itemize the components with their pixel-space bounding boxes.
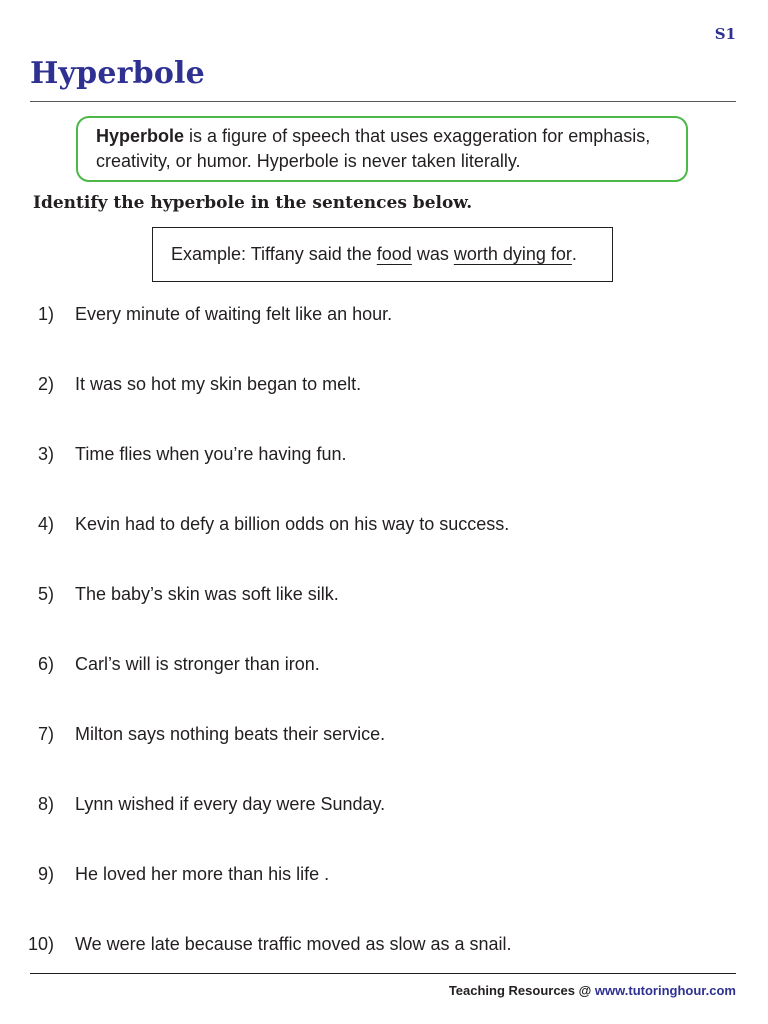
definition-term: Hyperbole bbox=[96, 126, 185, 146]
item-sentence: Every minute of waiting felt like an hour. bbox=[75, 304, 393, 324]
item-number: 7) bbox=[37, 724, 54, 744]
example-underline-food: food bbox=[376, 244, 412, 264]
title-divider bbox=[30, 101, 736, 102]
example-underline-hyperbole: worth dying for bbox=[453, 244, 572, 264]
item-sentence: Kevin had to defy a billion odds on his way to success. bbox=[75, 514, 510, 534]
definition-line-1 bbox=[96, 124, 668, 149]
example-middle: was bbox=[411, 244, 454, 264]
item-number: 10) bbox=[27, 934, 54, 954]
item-number: 6) bbox=[37, 654, 54, 674]
example-suffix: . bbox=[571, 244, 577, 264]
item-sentence: Milton says nothing beats their service. bbox=[75, 724, 386, 744]
footer-label: Teaching Resources @ bbox=[448, 983, 595, 998]
instructions: Identify the hyperbole in the sentences below. bbox=[33, 193, 473, 213]
item-sentence: We were late because traffic moved as slow as a snail. bbox=[75, 934, 512, 954]
item-number: 1) bbox=[37, 304, 54, 324]
page-title: Hyperbole bbox=[30, 56, 205, 91]
footer-link[interactable]: www.tutoringhour.com bbox=[594, 983, 736, 998]
sheet-code: S1 bbox=[714, 25, 736, 43]
example-box bbox=[152, 227, 613, 282]
item-number: 4) bbox=[37, 514, 54, 534]
item-number: 2) bbox=[37, 374, 54, 394]
item-sentence: Carl’s will is stronger than iron. bbox=[75, 654, 320, 674]
item-sentence: Time flies when you’re having fun. bbox=[75, 444, 347, 464]
item-sentence: He loved her more than his life . bbox=[75, 864, 330, 884]
footer bbox=[449, 983, 736, 998]
definition-box bbox=[76, 116, 688, 182]
item-number: 5) bbox=[37, 584, 54, 604]
example-prefix: Example: Tiffany said the bbox=[171, 244, 377, 264]
item-sentence: It was so hot my skin began to melt. bbox=[75, 374, 362, 394]
footer-divider bbox=[30, 973, 736, 974]
item-number: 3) bbox=[37, 444, 54, 464]
definition-text: is a figure of speech that uses exaggeration for emphasis, bbox=[184, 126, 651, 146]
item-sentence: Lynn wished if every day were Sunday. bbox=[75, 794, 386, 814]
item-number: 9) bbox=[37, 864, 54, 884]
item-sentence: The baby’s skin was soft like silk. bbox=[75, 584, 339, 604]
definition-line-2: creativity, or humor. Hyperbole is never taken literally. bbox=[96, 151, 521, 171]
item-number: 8) bbox=[37, 794, 54, 814]
